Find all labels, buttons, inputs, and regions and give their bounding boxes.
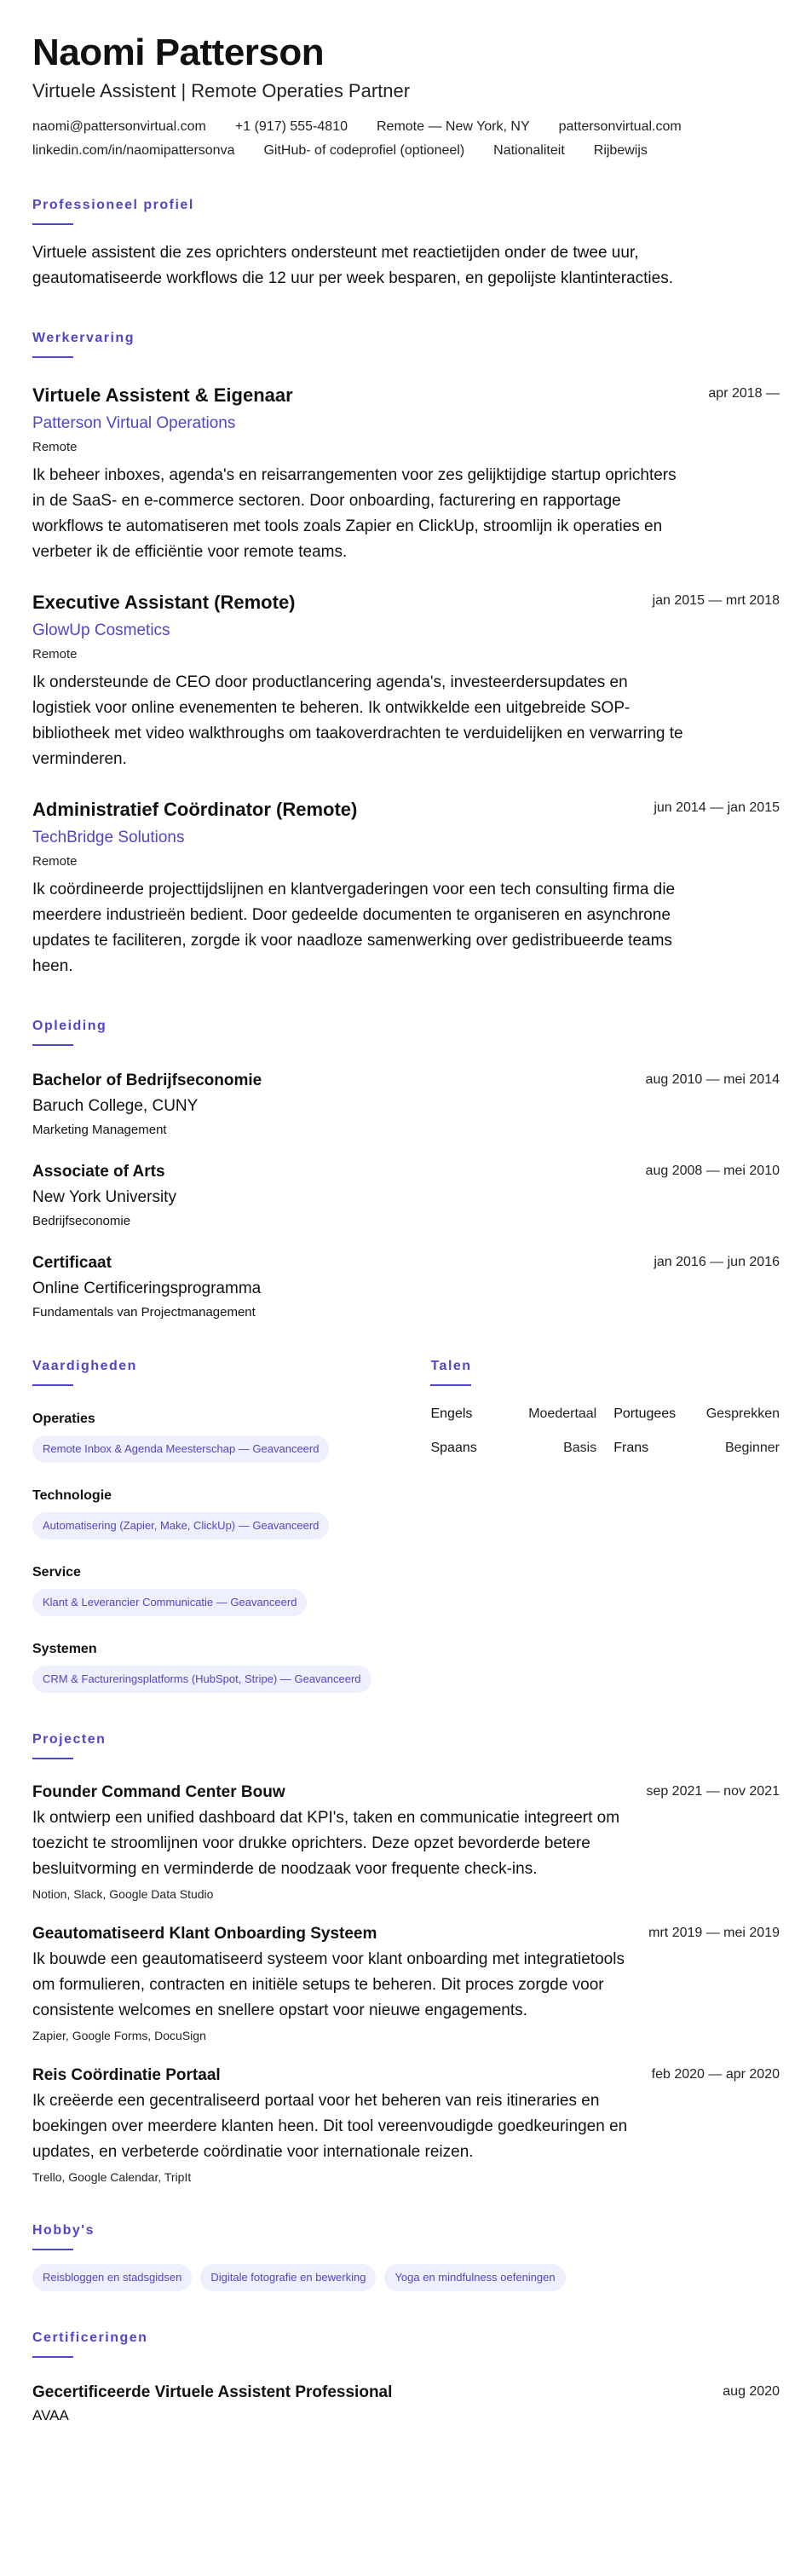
skill-group: [32, 1565, 413, 1616]
project-description: Ik creëerde een gecentraliseerd portaal voor het beheren van reis itineraries en boekingen over meerdere klanten heen. Dit tool vereenvoudigde goedkeuringen en updates, en verbeterde coördinatie voor internationale reizen.: [32, 2092, 628, 2161]
certification-date: aug 2020: [723, 2384, 780, 2399]
candidate-name: Naomi Patterson: [32, 32, 325, 73]
hobby-chip: Reisbloggen en stadsgidsen: [32, 2264, 192, 2291]
contact-nationality: Nationaliteit: [493, 143, 565, 158]
contact-website[interactable]: pattersonvirtual.com: [558, 119, 682, 134]
project-entry: [32, 1923, 780, 2042]
job-location: Remote: [32, 854, 78, 869]
section-divider: [32, 2249, 73, 2250]
skills-languages-row: [32, 1359, 780, 1693]
section-title: Hobby's: [32, 2223, 95, 2238]
project-entry: [32, 1782, 780, 1901]
job-description: Ik beheer inboxes, agenda's en reisarrangementen voor zes gelijktijdige startup oprichters in de SaaS- en e-commerce sectoren. Door onboarding, facturering en rapportage workflows te automatiseren met tools zoals Zapier en ClickUp, stroomlijn ik operaties en verbeter ik de efficiëntie voor remote teams.: [32, 466, 677, 561]
job-description: Ik coördineerde projecttijdslijnen en klantvergaderingen voor een tech consulting firma die meerdere industrieën bedient. Door gedeelde documenten te organiseren en asynchrone updates te faciliteren, zorgde ik voor naadloze samenwerking over gedistribueerde teams heen.: [32, 881, 676, 975]
language-name: Engels: [430, 1406, 473, 1421]
candidate-subtitle: Virtuele Assistent | Remote Operaties Partner: [32, 80, 411, 101]
skill-group: [32, 1488, 413, 1539]
education-date: jan 2016 — jun 2016: [654, 1255, 780, 1269]
education-school: Online Certificeringsprogramma: [32, 1279, 262, 1297]
education-date: aug 2008 — mei 2010: [645, 1164, 780, 1178]
section-title: Projecten: [32, 1732, 107, 1747]
job-entry: [32, 591, 780, 772]
skill-category: Operaties: [32, 1412, 95, 1426]
education-field: Fundamentals van Projectmanagement: [32, 1305, 256, 1320]
project-description: Ik bouwde een geautomatiseerd systeem voor klant onboarding met integratietools om formulieren, contracten en initiële setups te beheren. Dit proces zorgde voor consistente welcomes en snellere opstart voor nieuwe engagements.: [32, 1950, 625, 2019]
job-title: Virtuele Assistent & Eigenaar: [32, 384, 293, 406]
project-title: Geautomatiseerd Klant Onboarding Systeem: [32, 1925, 377, 1943]
education-entry: [32, 1252, 780, 1320]
education-field: Marketing Management: [32, 1123, 167, 1137]
language-item: [430, 1406, 596, 1422]
section-title: Certificeringen: [32, 2331, 148, 2345]
education-school: Baruch College, CUNY: [32, 1097, 199, 1115]
section-title: Vaardigheden: [32, 1359, 137, 1373]
language-level: Gesprekken: [705, 1406, 780, 1421]
certifications-section: [32, 2331, 780, 2424]
education-degree: Associate of Arts: [32, 1163, 165, 1181]
project-title: Founder Command Center Bouw: [32, 1783, 285, 1801]
job-location: Remote: [32, 647, 78, 661]
section-title: Opleiding: [32, 1019, 107, 1033]
certification-entry: [32, 2382, 780, 2424]
section-divider: [32, 1384, 73, 1386]
section-title: Professioneel profiel: [32, 198, 194, 212]
contact-list: [32, 119, 782, 159]
language-name: Portugees: [613, 1406, 677, 1421]
job-company: GlowUp Cosmetics: [32, 621, 170, 639]
education-date: aug 2010 — mei 2014: [645, 1072, 780, 1087]
section-divider: [32, 1044, 73, 1046]
project-date: mrt 2019 — mei 2019: [648, 1926, 780, 1940]
education-degree: Bachelor of Bedrijfseconomie: [32, 1071, 262, 1089]
language-item: [430, 1441, 596, 1456]
language-level: Moedertaal: [528, 1406, 597, 1421]
contact-email[interactable]: naomi@pattersonvirtual.com: [32, 119, 206, 134]
education-degree: Certificaat: [32, 1254, 112, 1272]
job-date: jun 2014 — jan 2015: [654, 800, 780, 815]
skill-group: [32, 1642, 413, 1693]
language-level: Basis: [563, 1441, 597, 1455]
skill-chip: CRM & Factureringsplatforms (HubSpot, Stripe) — Geavanceerd: [32, 1666, 371, 1693]
job-company: Patterson Virtual Operations: [32, 414, 236, 432]
language-level: Beginner: [724, 1441, 780, 1455]
education-section: [32, 1019, 780, 1320]
hobby-chip: Digitale fotografie en bewerking: [200, 2264, 376, 2291]
profile-section: [32, 198, 780, 292]
certification-title: Gecertificeerde Virtuele Assistent Professional: [32, 2383, 393, 2401]
section-divider: [32, 223, 73, 225]
section-divider: [32, 1758, 73, 1759]
skill-chip: Klant & Leverancier Communicatie — Geavanceerd: [32, 1589, 307, 1616]
resume-header: [32, 31, 780, 159]
section-divider: [32, 2356, 73, 2358]
contact-location: Remote — New York, NY: [377, 119, 530, 134]
project-description: Ik ontwierp een unified dashboard dat KPI's, taken en communicatie integreert om toezicht te stroomlijnen voor drukke oprichters. Deze opzet bevorderde betere besluitvorming en verminderde de noodzaak voor frequente check-ins.: [32, 1809, 620, 1878]
skill-category: Technologie: [32, 1488, 112, 1503]
education-field: Bedrijfseconomie: [32, 1214, 131, 1228]
education-school: New York University: [32, 1188, 176, 1206]
project-date: sep 2021 — nov 2021: [646, 1784, 780, 1799]
hobby-chip: Yoga en mindfulness oefeningen: [384, 2264, 565, 2291]
job-entry: [32, 384, 780, 565]
job-title: Administratief Coördinator (Remote): [32, 799, 358, 820]
job-description: Ik ondersteunde de CEO door productlancering agenda's, investeerdersupdates en logistiek voor online evenementen te beheren. Ik ontwikkelde een uitgebreide SOP-bibliotheek met video walkthroughs om taakoverdrachten te verduidelijken en verwarring te verminderen.: [32, 673, 683, 768]
job-company: TechBridge Solutions: [32, 829, 185, 846]
project-entry: [32, 2065, 780, 2184]
skill-chip: Remote Inbox & Agenda Meesterschap — Geavanceerd: [32, 1435, 329, 1463]
language-name: Spaans: [430, 1441, 477, 1455]
job-entry: [32, 798, 780, 979]
contact-github[interactable]: GitHub- of codeprofiel (optioneel): [263, 143, 465, 158]
skill-category: Service: [32, 1565, 81, 1580]
skill-category: Systemen: [32, 1642, 97, 1656]
section-divider: [430, 1384, 471, 1386]
language-name: Frans: [613, 1441, 649, 1455]
certification-issuer: AVAA: [32, 2407, 69, 2423]
section-title: Werkervaring: [32, 331, 135, 345]
hobby-list: [32, 2264, 780, 2291]
project-title: Reis Coördinatie Portaal: [32, 2066, 221, 2084]
project-date: feb 2020 — apr 2020: [651, 2067, 780, 2082]
skill-chip: Automatisering (Zapier, Make, ClickUp) — Geavanceerd: [32, 1512, 329, 1539]
projects-section: [32, 1732, 780, 2184]
contact-phone[interactable]: +1 (917) 555-4810: [234, 119, 348, 134]
job-location: Remote: [32, 440, 78, 454]
skill-group: [32, 1412, 413, 1463]
contact-license: Rijbewijs: [593, 143, 648, 158]
language-grid: [430, 1406, 780, 1456]
project-tools: Trello, Google Calendar, TripIt: [32, 2170, 192, 2184]
section-title: Talen: [430, 1359, 472, 1373]
language-item: [613, 1406, 780, 1422]
project-tools: Zapier, Google Forms, DocuSign: [32, 2029, 206, 2042]
experience-section: [32, 331, 780, 979]
job-date: apr 2018 —: [708, 386, 780, 401]
section-divider: [32, 356, 73, 358]
profile-text: Virtuele assistent die zes oprichters ondersteunt met reactietijden onder de twee uur, geautomatiseerde workflows die 12 uur per week besparen, en gepolijste klantinteracties.: [32, 244, 673, 287]
project-tools: Notion, Slack, Google Data Studio: [32, 1887, 214, 1901]
education-entry: [32, 1070, 780, 1137]
language-item: [613, 1441, 780, 1456]
education-entry: [32, 1161, 780, 1228]
contact-linkedin[interactable]: linkedin.com/in/naomipattersonva: [32, 143, 235, 158]
skills-section: [32, 1359, 413, 1693]
languages-section: [430, 1359, 780, 1693]
job-title: Executive Assistant (Remote): [32, 592, 296, 613]
job-date: jan 2015 — mrt 2018: [652, 593, 780, 608]
hobbies-section: [32, 2223, 780, 2291]
